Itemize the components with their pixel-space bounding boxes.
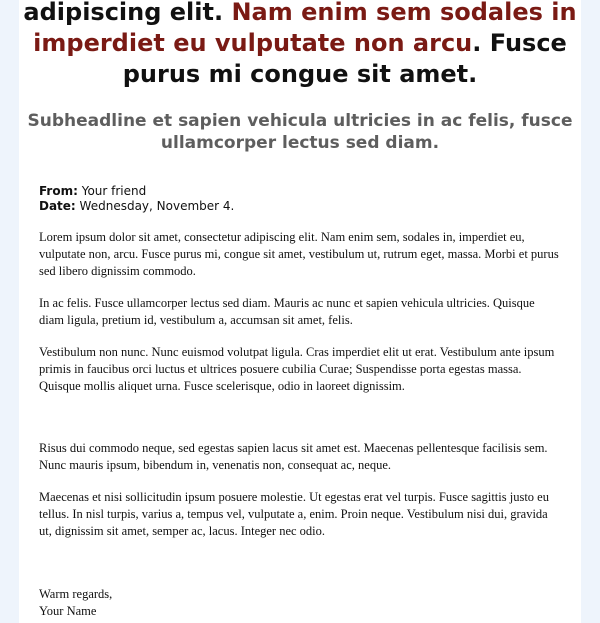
headline-part-3: . Fusce purus mi congue sit amet. [122,29,567,88]
headline-part-1: adipiscing elit. [23,0,232,26]
headline [19,0,581,90]
date-label: Date: [39,199,76,213]
subheadline: Subheadline et sapien vehicula ultricies in ac felis, fusce ullamcorper lectus sed diam. [27,111,573,153]
email-meta [39,184,559,214]
body-paragraph-1: Lorem ipsum dolor sit amet, consectetur adipiscing elit. Nam enim sem, sodales in, imperdiet eu, vulputate non, arcu. Fusce purus mi, congue sit amet, vestibulum ut, rutrum eget, massa. Morbi et purus sed libero dignissim commodo. [39,230,559,278]
body-paragraph-5: Maecenas et nisi sollicitudin ipsum posuere molestie. Ut egestas erat vel turpis. Fusce sagittis justo eu tellus. In nisl turpis, varius a, tempus vel, vulputate a, enim. Proin neque. Vestibulum nisi dui, gravida ut, dignissim sit amet, semper ac, lacus. Integer nec odio. [39,490,549,538]
right-margin-strip [581,0,600,623]
body-paragraph-3: Vestibulum non nunc. Nunc euismod volutpat ligula. Cras imperdiet elit ut erat. Vestibulum ante ipsum primis in faucibus orci luctus et ultrices posuere cubilia Curae; Suspendisse porta egestas massa. Quisque mollis aliquet urna. Fusce scelerisque, odio in laoreet dignissim. [39,345,555,393]
from-label: From: [39,184,78,198]
email-page [19,0,581,623]
headline-highlight: Nam enim sem sodales in imperdiet eu vulputate non arcu [33,0,577,57]
closing-salutation: Warm regards, [39,587,113,601]
from-line [39,184,559,199]
body-paragraph-4: Risus dui commodo neque, sed egestas sapien lacus sit amet est. Maecenas pellentesque facilisis sem. Nunc mauris ipsum, bibendum in, venenatis non, consequat ac, neque. [39,441,548,472]
from-value: Your friend [77,184,147,198]
signature-name: Your Name [39,604,97,618]
body-paragraph-2: In ac felis. Fusce ullamcorper lectus sed diam. Mauris ac nunc et sapien vehicula ultricies. Quisque diam ligula, pretium id, vestibulum a, accumsan sit amet, felis. [39,296,535,327]
left-margin-strip [0,0,19,623]
closing-signature [39,586,561,620]
date-line [39,199,559,214]
date-value: Wednesday, November 4. [75,199,235,213]
